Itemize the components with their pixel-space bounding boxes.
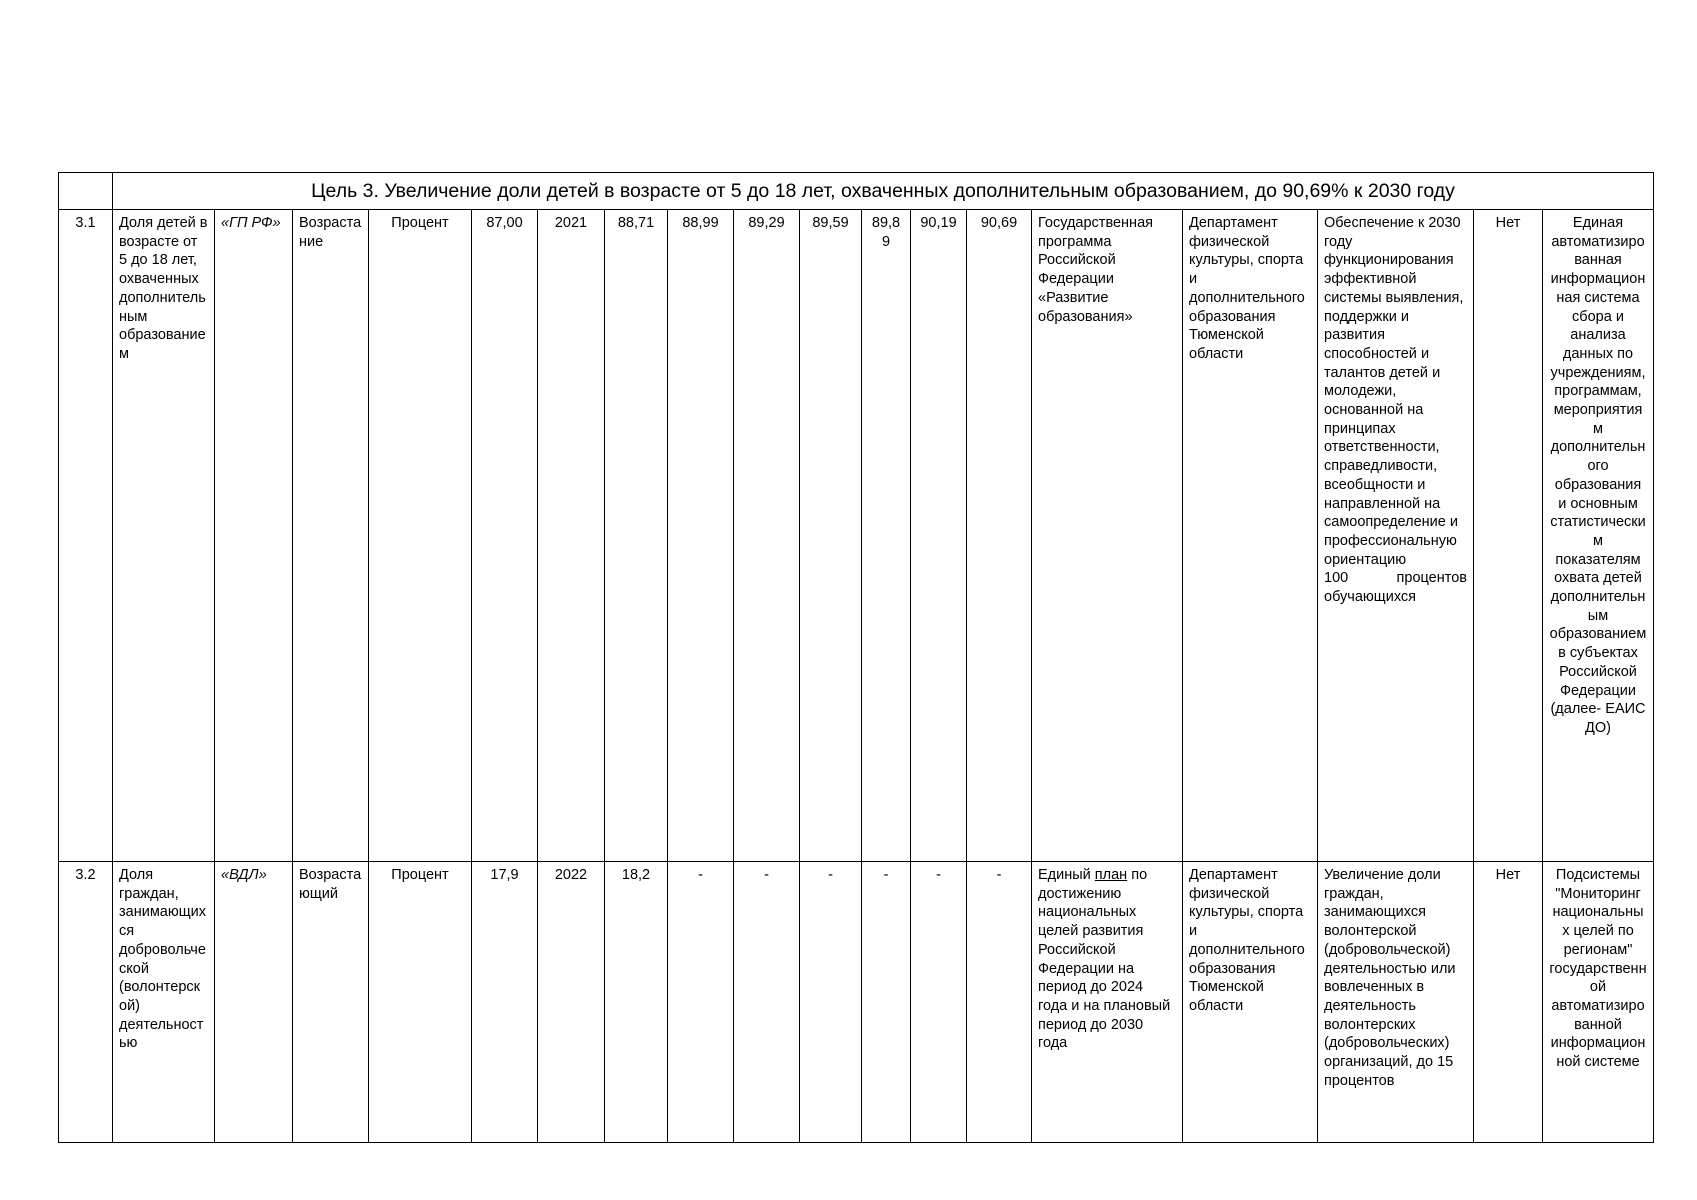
goal-row	[59, 173, 1654, 210]
program-document	[1032, 862, 1183, 1143]
value-cell: 89,59	[800, 210, 862, 862]
value-cell: -	[668, 862, 734, 1143]
value-cell: 88,71	[605, 210, 668, 862]
base-year: 2021	[538, 210, 605, 862]
national-goal-text-tail: 100 процентов обучающихся	[1324, 570, 1467, 606]
gis-flag: Нет	[1474, 862, 1543, 1143]
value-cell: 89,89	[862, 210, 911, 862]
value-cell: -	[862, 862, 911, 1143]
base-value: 17,9	[472, 862, 538, 1143]
indicator-trend: Возрастание	[293, 210, 369, 862]
value-cell: 89,29	[734, 210, 800, 862]
value-cell: 90,69	[967, 210, 1032, 862]
value-cell: -	[911, 862, 967, 1143]
value-cell: 18,2	[605, 862, 668, 1143]
indicator-level: «ГП РФ»	[215, 210, 293, 862]
goal-empty-cell	[59, 173, 113, 210]
gis-flag: Нет	[1474, 210, 1543, 862]
value-cell: -	[734, 862, 800, 1143]
base-year: 2022	[538, 862, 605, 1143]
doc-text-post: по достижению национальных целей развития Российской Федерации на период до 2024 года и на плановый период до 2030 года	[1038, 867, 1171, 1052]
row-number: 3.1	[59, 210, 113, 862]
base-value: 87,00	[472, 210, 538, 862]
indicator-name: Доля детей в возрасте от 5 до 18 лет, охваченных дополнительным образованием	[113, 210, 215, 862]
value-cell: -	[967, 862, 1032, 1143]
unit: Процент	[369, 210, 472, 862]
value-cell: 90,19	[911, 210, 967, 862]
info-system: Единая автоматизированная информационная система сбора и анализа данных по учреждениям, программам, мероприятиям дополнительного образования и основным статистическим показателям охвата детей дополнительным образованием в субъектах Российской Федерации (далее- ЕАИС ДО)	[1543, 210, 1654, 862]
row-number: 3.2	[59, 862, 113, 1143]
table-row	[59, 862, 1654, 1143]
responsible-department: Департамент физической культуры, спорта и дополнительного образования Тюменской области	[1183, 210, 1318, 862]
national-goal-text: Обеспечение к 2030 году функционирования эффективной системы выявления, поддержки и развития способностей и талантов детей и молодежи, основанной на принципах ответственности, справедливости, всеобщности и направленной на самоопределение и профессиональную ориентацию	[1324, 215, 1464, 568]
info-system: Подсистемы "Мониторинг национальных целей по регионам" государственной автоматизированной информационной системе	[1543, 862, 1654, 1143]
table-row	[59, 210, 1654, 862]
indicator-trend: Возрастающий	[293, 862, 369, 1143]
indicator-name: Доля граждан, занимающихся добровольческой (волонтерской) деятельностью	[113, 862, 215, 1143]
value-cell: 88,99	[668, 210, 734, 862]
goal-title: Цель 3. Увеличение доли детей в возрасте от 5 до 18 лет, охваченных дополнительным образованием, до 90,69% к 2030 году	[113, 173, 1654, 210]
unit: Процент	[369, 862, 472, 1143]
program-document: Государственная программа Российской Федерации «Развитие образования»	[1032, 210, 1183, 862]
national-goal-link	[1318, 210, 1474, 862]
indicators-table	[58, 172, 1654, 1143]
doc-text-pre: Единый	[1038, 867, 1091, 883]
responsible-department: Департамент физической культуры, спорта и дополнительного образования Тюменской области	[1183, 862, 1318, 1143]
indicator-level: «ВДЛ»	[215, 862, 293, 1143]
plan-link[interactable]: план	[1094, 867, 1128, 883]
national-goal-link: Увеличение доли граждан, занимающихся волонтерской (добровольческой) деятельностью или вовлеченных в деятельность волонтерских (добровольческих) организаций, до 15 процентов	[1318, 862, 1474, 1143]
value-cell: -	[800, 862, 862, 1143]
